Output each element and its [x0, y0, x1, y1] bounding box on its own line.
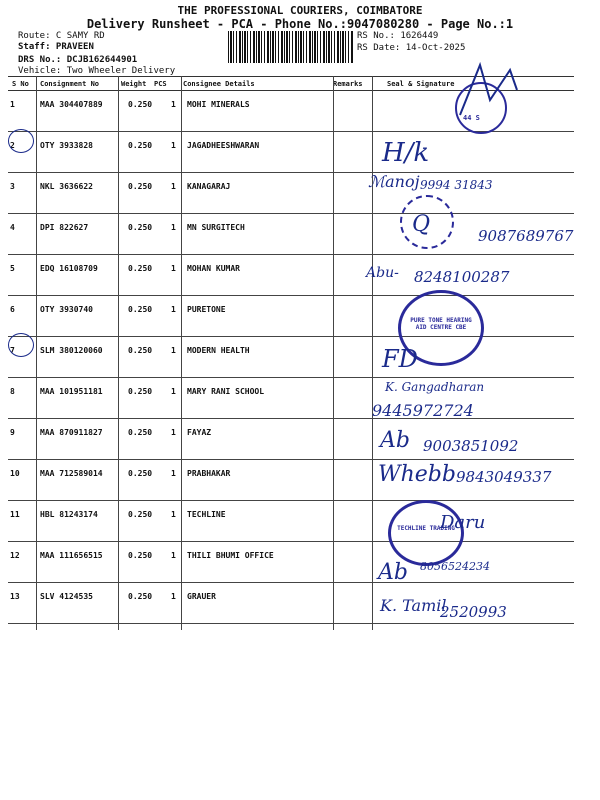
signature: ℳanoj [368, 172, 420, 191]
pcs-cell: 1 [171, 346, 176, 355]
consignment-cell: SLM 380120060 [40, 346, 103, 355]
sno-cell: 4 [10, 223, 15, 232]
consignment-cell: MAA 111656515 [40, 551, 103, 560]
signature: Daru [440, 512, 486, 533]
runsheet-subtitle: Delivery Runsheet - PCA - Phone No.:9047080280 - Page No.:1 [86, 17, 514, 31]
consignment-cell: MAA 304407889 [40, 100, 103, 109]
sno-cell: 13 [10, 592, 20, 601]
consignee-cell: JAGADHEESHWARAN [187, 141, 260, 150]
weight-cell: 0.250 [128, 141, 153, 150]
sno-cell: 5 [10, 264, 15, 273]
pcs-cell: 1 [171, 141, 176, 150]
col-weight: Weight [121, 80, 147, 88]
pen-circle-mark [8, 129, 34, 153]
consignment-cell: SLV 4124535 [40, 592, 93, 601]
pcs-cell: 1 [171, 305, 176, 314]
pcs-cell: 1 [171, 428, 176, 437]
pcs-cell: 1 [171, 551, 176, 560]
pcs-cell: 1 [171, 223, 176, 232]
consignee-cell: MARY RANI SCHOOL [187, 387, 265, 396]
staff-label: Staff: PRAVEEN [18, 42, 94, 52]
weight-cell: 0.250 [128, 100, 153, 109]
weight-cell: 0.250 [128, 264, 153, 273]
seal-text: PURE TONE HEARING AID CENTRE CBE [410, 317, 472, 331]
sno-cell: 1 [10, 100, 15, 109]
col-sno: S No [12, 80, 29, 88]
signature: Ab [380, 428, 410, 453]
signature: Abu- [366, 265, 399, 281]
consignment-cell: DPI 822627 [40, 223, 89, 232]
seal-text: TECHLINE TRADING [397, 525, 455, 532]
sno-cell: 3 [10, 182, 15, 191]
signature-scribble [455, 60, 525, 120]
col-seal-signature: Seal & Signature [387, 80, 455, 88]
handwritten-phone: 2520993 [440, 603, 507, 621]
consignment-cell: MAA 101951181 [40, 387, 103, 396]
table-row [8, 296, 574, 337]
weight-cell: 0.250 [128, 551, 153, 560]
pcs-cell: 1 [171, 182, 176, 191]
consignee-cell: MOHI MINERALS [187, 100, 250, 109]
weight-cell: 0.250 [128, 223, 153, 232]
table-row [8, 132, 574, 173]
consignment-cell: OTY 3933828 [40, 141, 93, 150]
stamp-seal [388, 500, 464, 566]
consignment-cell: EDQ 16108709 [40, 264, 98, 273]
handwritten-phone: 8056524234 [420, 560, 490, 573]
route-label: Route: C SAMY RD [18, 31, 105, 41]
handwritten-phone: 9087689767 [478, 227, 574, 245]
handwritten-name: K. Tamil [380, 596, 447, 615]
col-remarks: Remarks [333, 80, 363, 88]
pcs-cell: 1 [171, 469, 176, 478]
pcs-cell: 1 [171, 387, 176, 396]
consignee-cell: PURETONE [187, 305, 226, 314]
consignee-cell: GRAUER [187, 592, 216, 601]
row-divider [8, 623, 574, 624]
consignee-cell: KANAGARAJ [187, 182, 231, 191]
handwritten-note: 9994 31843 [420, 178, 493, 192]
seal-text: 44 S [463, 114, 480, 122]
pcs-cell: 1 [171, 264, 176, 273]
sno-cell: 12 [10, 551, 20, 560]
weight-cell: 0.250 [128, 469, 153, 478]
rs-date: RS Date: 14-Oct-2025 [357, 43, 466, 53]
sno-cell: 10 [10, 469, 20, 478]
col-consignment: Consignment No [40, 80, 100, 88]
consignment-cell: MAA 870911827 [40, 428, 103, 437]
consignee-cell: MOHAN KUMAR [187, 264, 240, 273]
sno-cell: 6 [10, 305, 15, 314]
consignment-cell: NKL 3636622 [40, 182, 93, 191]
table-row [8, 501, 574, 542]
handwritten-phone: 9843049337 [456, 468, 552, 486]
sno-cell: 11 [10, 510, 20, 519]
signature: H/k [382, 138, 430, 168]
rs-number: RS No.: 1626449 [357, 31, 439, 41]
handwritten-phone: 9445972724 [372, 401, 474, 420]
signature: Ab [378, 560, 408, 585]
sno-cell: 8 [10, 387, 15, 396]
weight-cell: 0.250 [128, 592, 153, 601]
handwritten-phone: 8248100287 [414, 268, 510, 286]
pcs-cell: 1 [171, 100, 176, 109]
drs-number: DRS No.: DCJB162644901 [18, 55, 138, 65]
barcode [228, 31, 354, 63]
consignee-cell: THILI BHUMI OFFICE [187, 551, 274, 560]
company-title: THE PROFESSIONAL COURIERS, COIMBATORE [177, 4, 423, 17]
consignment-cell: OTY 3930740 [40, 305, 93, 314]
consignee-cell: PRABHAKAR [187, 469, 231, 478]
handwritten-phone: 9003851092 [423, 437, 519, 455]
weight-cell: 0.250 [128, 182, 153, 191]
vehicle-label: Vehicle: Two Wheeler Delivery [18, 66, 176, 76]
sno-cell: 9 [10, 428, 15, 437]
consignee-cell: TECHLINE [187, 510, 226, 519]
handwritten-name: K. Gangadharan [385, 380, 485, 394]
table-row [8, 378, 574, 419]
consignee-cell: FAYAZ [187, 428, 212, 437]
consignee-cell: MODERN HEALTH [187, 346, 250, 355]
table-row [8, 337, 574, 378]
consignment-cell: HBL 81243174 [40, 510, 98, 519]
col-consignee: Consignee Details [183, 80, 255, 88]
pen-circle-mark [8, 333, 34, 357]
consignment-cell: MAA 712589014 [40, 469, 103, 478]
weight-cell: 0.250 [128, 346, 153, 355]
sno-cell: 7 [10, 346, 15, 355]
pcs-cell: 1 [171, 592, 176, 601]
weight-cell: 0.250 [128, 428, 153, 437]
weight-cell: 0.250 [128, 305, 153, 314]
pcs-cell: 1 [171, 510, 176, 519]
col-pcs: PCS [154, 80, 167, 88]
weight-cell: 0.250 [128, 510, 153, 519]
consignee-cell: MN SURGITECH [187, 223, 245, 232]
sno-cell: 2 [10, 141, 15, 150]
signature: Whebb [378, 462, 456, 487]
weight-cell: 0.250 [128, 387, 153, 396]
signature: FD [382, 345, 418, 373]
signature: Q [412, 212, 431, 237]
